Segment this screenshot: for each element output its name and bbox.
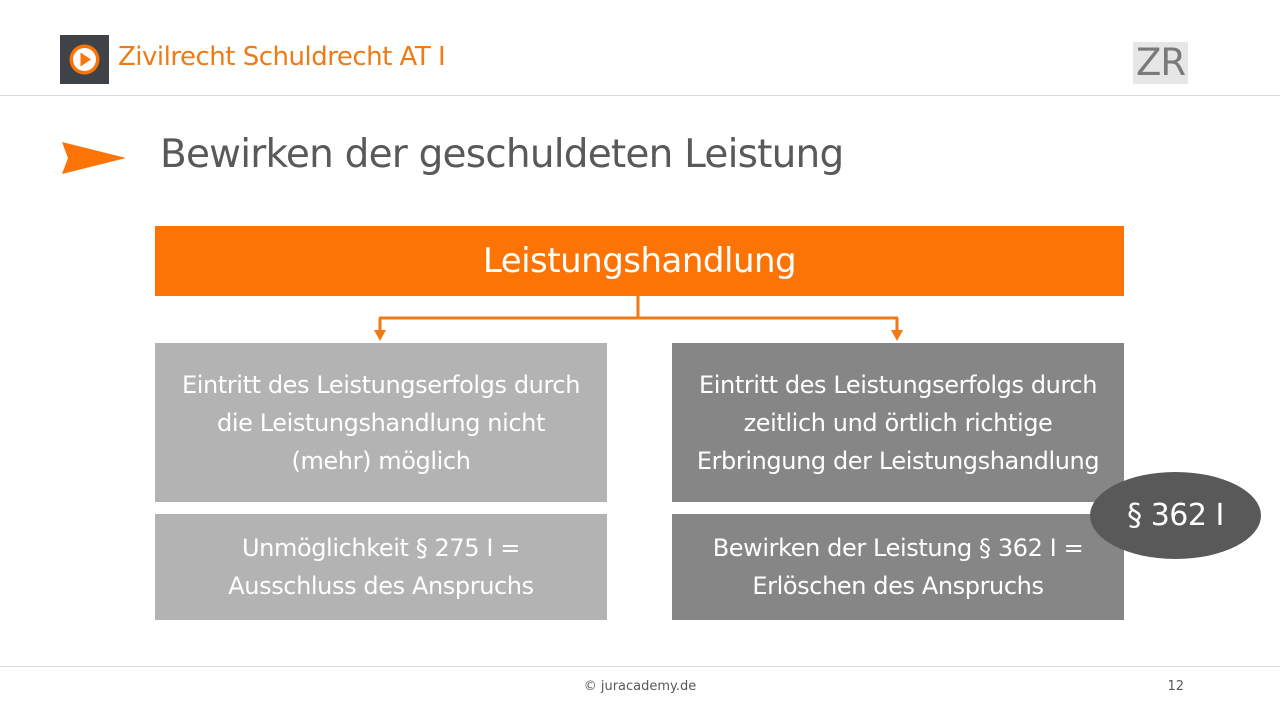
arrowhead-left-icon <box>374 330 386 341</box>
page-number: 12 <box>1167 679 1184 694</box>
unmoeglichkeit-result-box <box>155 514 607 620</box>
erfuellung-result-box <box>672 514 1124 620</box>
copyright-text: © juracademy.de <box>583 679 697 694</box>
paragraph-362-label: § 362 I <box>1127 498 1224 533</box>
paragraph-362-badge <box>1090 472 1261 559</box>
arrowhead-right-icon <box>891 330 903 341</box>
erfuellung-condition-text: Eintritt des Leistungserfolgs durch zeitlich und örtlich richtige Erbringung der Leistungshandlung <box>696 370 1100 475</box>
footer-divider <box>0 666 1280 667</box>
unmoeglichkeit-result-text: Unmöglichkeit § 275 I = Ausschluss des Anspruchs <box>228 534 534 600</box>
erfuellung-result-text: Bewirken der Leistung § 362 I = Erlöschen des Anspruchs <box>712 534 1084 600</box>
slide-heading: Bewirken der geschuldeten Leistung <box>160 132 844 177</box>
unmoeglichkeit-condition-text: Eintritt des Leistungserfolgs durch die Leistungshandlung nicht (mehr) möglich <box>181 370 581 475</box>
erfuellung-condition-box <box>672 343 1124 502</box>
course-title: Zivilrecht Schuldrecht AT I <box>118 42 446 72</box>
subject-badge: ZR <box>1133 42 1188 84</box>
unmoeglichkeit-condition-box <box>155 343 607 502</box>
leistungshandlung-label: Leistungshandlung <box>482 241 797 281</box>
